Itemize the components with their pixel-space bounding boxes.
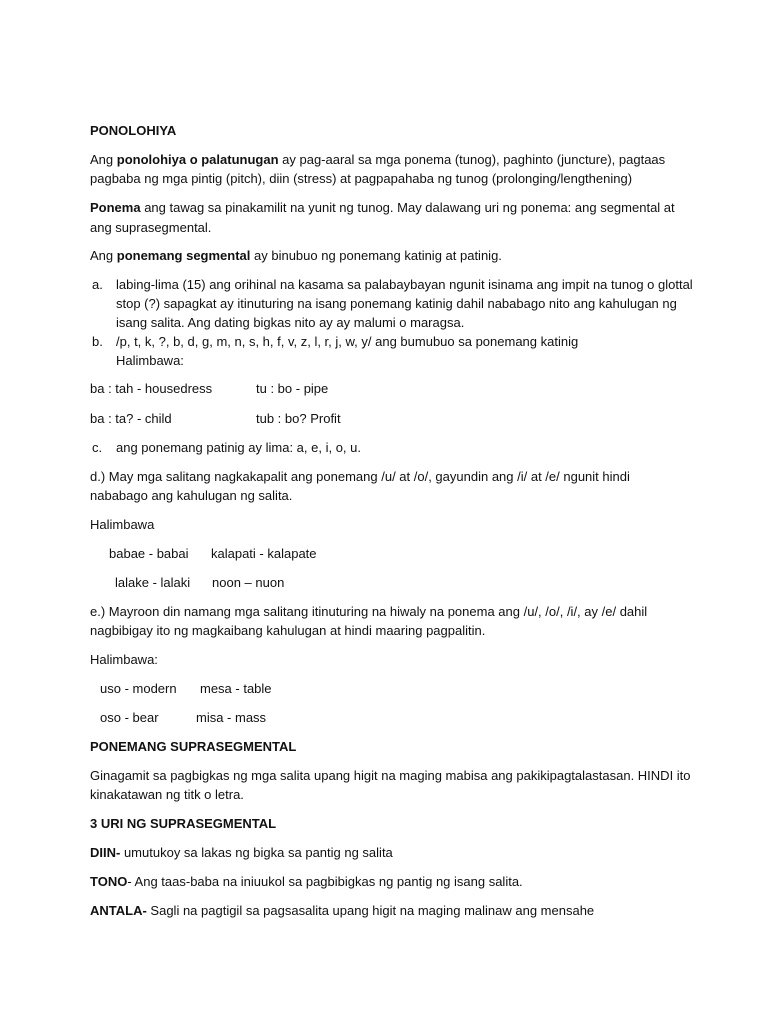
uri-antala — [90, 901, 594, 921]
tono-term: TONO — [90, 874, 128, 889]
ponema-def-line-2: ang suprasegmental. — [90, 220, 212, 235]
antala-text: Sagli na pagtigil sa pagsasalita upang higit na maging malinaw ang mensahe — [146, 903, 595, 918]
intro-term: ponolohiya o palatunugan — [116, 152, 279, 167]
supra-def-line-2: kinakatawan ng titk o letra. — [90, 787, 244, 802]
heading-3-uri: 3 URI NG SUPRASEGMENTAL — [90, 816, 277, 831]
diin-term: DIIN- — [90, 845, 121, 860]
example-pair-left: oso - bear — [100, 710, 159, 725]
example-pair-left: ba : tah - housedress — [90, 381, 213, 396]
example-pair-right: noon – nuon — [212, 575, 285, 590]
segmental-pre: Ang — [90, 248, 117, 263]
example-pair-right: kalapati - kalapate — [211, 546, 317, 561]
intro-rest: ay pag-aaral sa mga ponema (tunog), paghinto (juncture), pagtaas — [278, 152, 666, 167]
ponema-def-line-1 — [90, 198, 675, 218]
list-marker-c: c. — [92, 440, 103, 455]
list-a-line-1: labing-lima (15) ang orihinal na kasama sa palabaybayan ngunit isinama ang impit na tunog o glottal — [116, 277, 693, 292]
list-b-line-1: /p, t, k, ?, b, d, g, m, n, s, h, f, v, z, l, r, j, w, y/ ang bumubuo sa ponemang katinig — [116, 334, 579, 349]
example-pair-right: tu : bo - pipe — [256, 381, 329, 396]
list-marker-b: b. — [92, 334, 103, 349]
example-pair-left: uso - modern — [100, 681, 177, 696]
para-e-line-2: nagbibigay ito ng magkaibang kahulugan at hindi maaring pagpalitin. — [90, 623, 486, 638]
intro-pre: Ang — [90, 152, 117, 167]
heading-ponolohiya: PONOLOHIYA — [90, 123, 177, 138]
example-pair-right: misa - mass — [196, 710, 267, 725]
example-pair-right: mesa - table — [200, 681, 272, 696]
para-d-line-1: d.) May mga salitang nagkakapalit ang ponemang /u/ at /o/, gayundin ang /i/ at /e/ ngunit hindi — [90, 469, 630, 484]
ponema-term: Ponema — [90, 200, 141, 215]
ponema-rest: ang tawag sa pinakamilit na yunit ng tunog. May dalawang uri ng ponema: ang segmental at — [140, 200, 675, 215]
para-d-line-2: nababago ang kahulugan ng salita. — [90, 488, 293, 503]
intro-line-2: pagbaba ng mga pintig (pitch), diin (stress) at pagpapahaba ng tunog (prolonging/lengthening) — [90, 171, 633, 186]
diin-text: umutukoy sa lakas ng bigka sa pantig ng salita — [120, 845, 393, 860]
list-marker-a: a. — [92, 277, 103, 292]
list-a-line-3: isang salita. Ang dating bigkas nito ay ay malumi o maragsa. — [116, 315, 465, 330]
example-pair-right: tub : bo? Profit — [256, 411, 341, 426]
list-c-text: ang ponemang patinig ay lima: a, e, i, o, u. — [116, 440, 361, 455]
halimbawa-e-label: Halimbawa: — [90, 652, 158, 667]
uri-tono — [90, 872, 523, 892]
heading-suprasegmental: PONEMANG SUPRASEGMENTAL — [90, 739, 297, 754]
uri-diin — [90, 843, 393, 863]
halimbawa-d-label: Halimbawa — [90, 517, 155, 532]
para-e-line-1: e.) Mayroon din namang mga salitang itinuturing na hiwaly na ponema ang /u/, /o/, /i/, ay /e/ dahil — [90, 604, 648, 619]
example-pair-left: babae - babai — [109, 546, 189, 561]
example-pair-left: ba : ta? - child — [90, 411, 172, 426]
segmental-rest: ay binubuo ng ponemang katinig at patinig. — [250, 248, 502, 263]
list-a-line-2: stop (?) sapagkat ay itinuturing na isang ponemang katinig dahil nababago nito ang kahulugan ng — [116, 296, 677, 311]
example-pair-left: lalake - lalaki — [115, 575, 191, 590]
supra-def-line-1: Ginagamit sa pagbigkas ng mga salita upang higit na maging mabisa ang pakikipagtalastasan. HINDI ito — [90, 768, 691, 783]
intro-line-1 — [90, 150, 665, 170]
segmental-def — [90, 246, 502, 266]
segmental-term: ponemang segmental — [116, 248, 251, 263]
list-b-line-2: Halimbawa: — [116, 353, 184, 368]
tono-text: - Ang taas-baba na iniuukol sa pagbibigkas ng pantig ng isang salita. — [127, 874, 523, 889]
antala-term: ANTALA- — [90, 903, 147, 918]
